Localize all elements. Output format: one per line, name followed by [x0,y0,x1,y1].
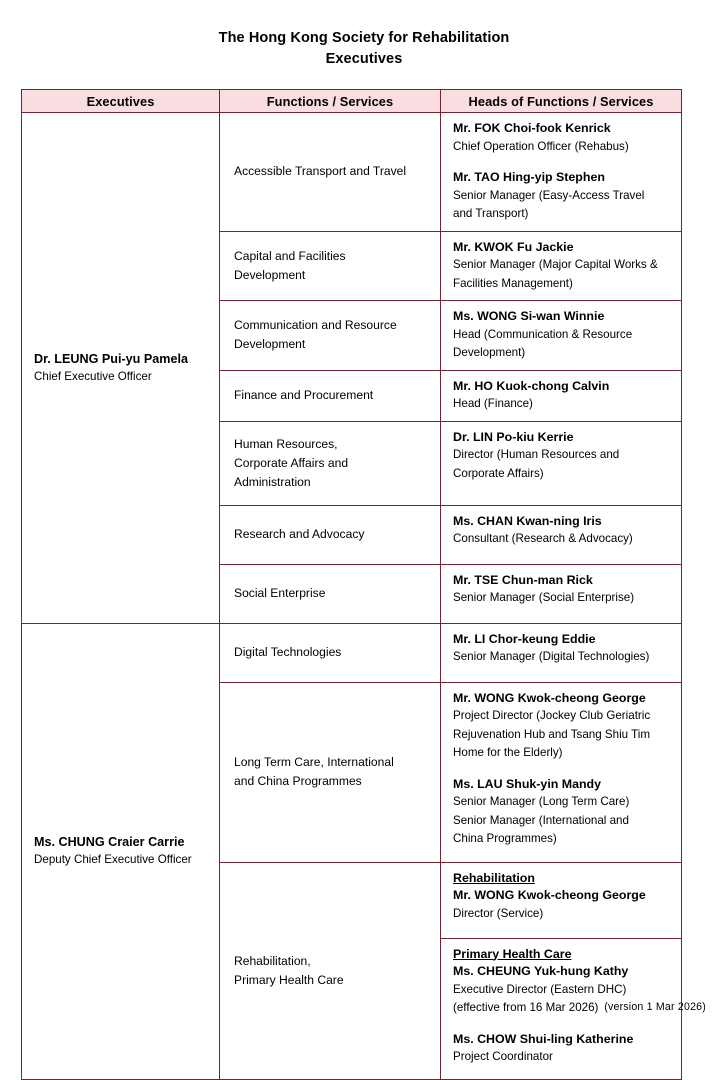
person-name: Mr. TSE Chun-man Rick [453,572,593,587]
function-line: Administration [234,474,311,489]
heads-subtable [441,863,681,1079]
person-name: Mr. LI Chor-keung Eddie [453,631,596,646]
person-name: Ms. LAU Shuk-yin Mandy [453,776,602,791]
person-entry [453,308,673,363]
function-cell [220,421,441,505]
person-name: Mr. TAO Hing-yip Stephen [453,170,605,184]
function-line: and China Programmes [234,774,362,788]
person-role-line: (effective from 16 Mar 2026) [453,1001,599,1014]
person-role-line: Director (Human Resources and [453,448,620,461]
function-cell [220,301,441,371]
person-role-line: Project Director (Jockey Club Geriatric [453,709,651,722]
person-entry [453,690,673,763]
table-header-row [22,90,682,113]
heads-cell-split [441,862,682,1079]
person-entry [453,120,673,156]
function-line: Digital Technologies [234,645,342,659]
person-name: Dr. LIN Po-kiu Kerrie [453,429,574,444]
function-cell [220,682,441,862]
subgroup-row [441,863,681,939]
function-line: Finance and Procurement [234,388,374,402]
person-entry [453,1031,673,1067]
executive-cell-deputy-ceo [22,623,220,1079]
person-name: Mr. KWOK Fu Jackie [453,239,574,254]
executive-cell-ceo [22,113,220,624]
function-cell [220,862,441,1079]
heads-cell [441,231,682,301]
function-line: Capital and Facilities [234,248,346,263]
person-name: Mr. WONG Kwok-cheong George [453,888,646,902]
function-line: Development [234,337,306,352]
function-cell [220,505,441,564]
title-line-organization: The Hong Kong Society for Rehabilitation [218,30,510,46]
heads-cell [441,505,682,564]
person-entry [453,169,673,224]
table-row [22,113,682,232]
person-role-line: Rejuvenation Hub and Tsang Shiu Tim [453,727,651,741]
function-line: Human Resources, [234,436,338,451]
heads-cell [441,421,682,505]
person-role-line: Senior Manager (Social Enterprise) [453,591,635,604]
person-entry [453,378,673,414]
person-entry [453,870,673,924]
heads-cell [441,623,682,682]
function-line: Research and Advocacy [234,527,365,541]
heads-cell [441,301,682,371]
person-role-line: Senior Manager (Digital Technologies) [453,650,650,663]
heads-cell [441,682,682,862]
executive-role: Deputy Chief Executive Officer [34,853,192,866]
function-line: Accessible Transport and Travel [234,164,407,179]
person-role-line: Senior Manager (Major Capital Works & [453,258,658,271]
table-row [22,623,682,682]
person-entry [453,429,673,484]
person-role-line: Chief Operation Officer (Rehabus) [453,139,629,153]
person-entry [453,776,673,849]
heads-cell [441,370,682,421]
person-role-line: Corporate Affairs) [453,466,544,480]
person-role-line: Development) [453,346,526,359]
executives-table [21,89,682,1080]
executive-name: Ms. CHUNG Craier Carrie [34,835,185,849]
person-role-line: Facilities Management) [453,276,573,290]
title-line-subtitle: Executives [325,51,403,67]
version-note: (version 1 Mar 2026) [604,1001,706,1013]
function-cell [220,370,441,421]
person-role-line: Senior Manager (International and [453,813,629,827]
person-role-line: Head (Communication & Resource [453,327,633,341]
person-entry [453,631,673,667]
person-role-line: Senior Manager (Easy-Access Travel [453,188,645,202]
person-role-line: Director (Service) [453,906,544,920]
person-role-line: Senior Manager (Long Term Care) [453,795,630,808]
person-entry [453,572,673,608]
column-header-heads: Heads of Functions / Services [441,90,682,113]
column-header-executives: Executives [22,90,220,113]
function-cell [220,113,441,232]
function-line: Communication and Resource [234,318,397,333]
subgroup-heading: Primary Health Care [453,946,572,961]
function-line: Development [234,267,306,282]
person-name: Ms. CHOW Shui-ling Katherine [453,1031,634,1046]
person-name: Ms. CHEUNG Yuk-hung Kathy [453,964,629,978]
executive-role: Chief Executive Officer [34,369,152,383]
subgroup-rehabilitation [441,863,681,939]
column-header-functions: Functions / Services [220,90,441,113]
function-line: Primary Health Care [234,972,344,987]
person-entry [453,239,673,294]
function-cell [220,231,441,301]
function-line: Social Enterprise [234,586,326,600]
heads-cell [441,564,682,623]
function-cell [220,623,441,682]
person-role-line: and Transport) [453,207,529,220]
person-role-line: Home for the Elderly) [453,746,563,759]
person-name: Ms. WONG Si-wan Winnie [453,309,605,323]
page-title [0,28,728,70]
person-entry [453,513,673,549]
executive-name: Dr. LEUNG Pui-yu Pamela [34,351,188,366]
function-line: Long Term Care, International [234,755,394,769]
person-role-line: Executive Director (Eastern DHC) [453,982,627,996]
subgroup-heading: Rehabilitation [453,870,535,885]
function-line: Rehabilitation, [234,953,311,968]
person-role-line: China Programmes) [453,832,557,845]
person-role-line: Head (Finance) [453,397,533,410]
function-line: Corporate Affairs and [234,455,349,470]
heads-cell [441,113,682,232]
person-name: Mr. FOK Choi-fook Kenrick [453,121,611,135]
function-cell [220,564,441,623]
person-name: Mr. HO Kuok-chong Calvin [453,378,610,393]
person-role-line: Consultant (Research & Advocacy) [453,532,633,545]
person-role-line: Project Coordinator [453,1050,553,1063]
person-name: Mr. WONG Kwok-cheong George [453,690,646,705]
person-name: Ms. CHAN Kwan-ning Iris [453,513,602,528]
